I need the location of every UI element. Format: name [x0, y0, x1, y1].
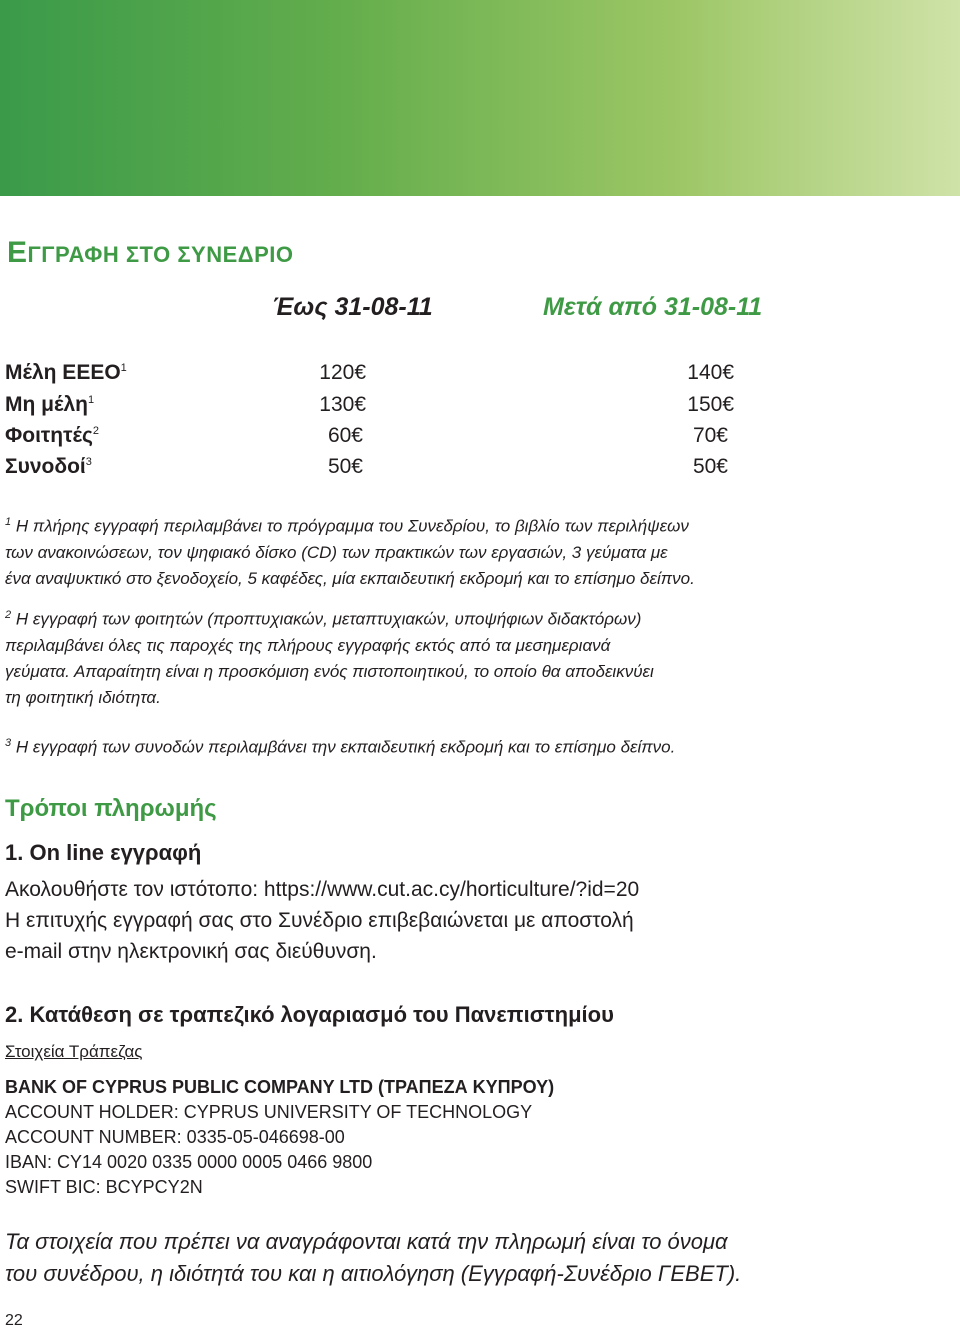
page-title: [7, 236, 293, 270]
title-rest: ΓΓΡΑΦΗ ΣΤΟ ΣΥΝΕΔΡΙΟ: [27, 242, 294, 267]
footnote-2: $^2$ Η εγγραφή των φοιτητών (προπτυχιακών, μεταπτυχιακών, υποψήφιων διδακτόρων) περιλαμβάνει όλες τις παροχές της πλήρους εγγραφής εκτός από τα μεσημεριανά γεύματα. Απαραίτητη είναι η προσκόμιση ενός πιστοποιητικού, το οποίο θα αποδεικνύει τη φοιτητική ιδιότητα.: [5, 609, 654, 707]
fee-label-non-members: Μη μέλη$^1$: [5, 393, 95, 416]
column-header-before: Έως 31-08-11: [272, 293, 433, 321]
footnote-3: $^3$ Η εγγραφή των συνοδών περιλαμβάνει την εκπαιδευτική εκδρομή και το επίσημο δείπνο.: [5, 737, 676, 757]
online-instructions: Ακολουθήστε τον ιστότοπο: https://www.cut.ac.cy/horticulture/?id=20 Η επιτυχής εγγραφή σας στο Συνέδριο επιβεβαιώνεται με αποστολή e-mail στην ηλεκτρονική σας διεύθυνση.: [5, 878, 640, 963]
iban: IBAN: CY14 0020 0335 0000 0005 0466 9800: [5, 1152, 373, 1172]
online-heading: 1. On line εγγραφή: [5, 840, 202, 865]
fee-after-non-members: 150€: [687, 393, 734, 416]
header-banner: [0, 0, 960, 196]
fee-label-members: Μέλη ΕΕΕΟ$^1$: [5, 361, 127, 384]
column-header-after: Μετά από 31-08-11: [543, 293, 763, 321]
title-initial: Ε: [7, 236, 28, 269]
bank-details: [5, 1075, 554, 1200]
fee-before-members: 120€: [319, 361, 366, 384]
account-holder: ACCOUNT HOLDER: CYPRUS UNIVERSITY OF TECHNOLOGY: [5, 1102, 533, 1122]
account-number: ACCOUNT NUMBER: 0335-05-046698-00: [5, 1127, 345, 1147]
payment-heading: Τρόποι πληρωμής: [5, 795, 217, 822]
closing-note: Τα στοιχεία που πρέπει να αναγράφονται κατά την πληρωμή είναι το όνομα του συνέδρου, η ιδιότητά του και η αιτιολόγηση (Εγγραφή-Συνέδριο ΓΕΒΕΤ).: [5, 1229, 742, 1286]
fee-before-companions: 50€: [327, 455, 363, 478]
bank-details-link[interactable]: Στοιχεία Τράπεζας: [5, 1042, 143, 1061]
page-number: 22: [5, 1312, 23, 1329]
footnote-1: $^1$ Η πλήρης εγγραφή περιλαμβάνει το πρόγραμμα του Συνεδρίου, το βιβλίο των περιλήψεων των ανακοινώσεων, τον ψηφιακό δίσκο (CD) των πρακτικών των εργασιών, 3 γεύματα με ένα αναψυκτικό στο ξενοδοχείο, 5 καφέδες, μία εκπαιδευτική εκδρομή και το επίσημο δείπνο.: [5, 516, 695, 588]
fee-before-non-members: 130€: [319, 393, 366, 416]
fee-after-members: 140€: [687, 361, 734, 384]
fee-before-students: 60€: [327, 424, 363, 447]
fee-after-companions: 50€: [692, 455, 728, 478]
fee-label-companions: Συνοδοί$^3$: [5, 455, 92, 478]
bank-name: BANK OF CYPRUS PUBLIC COMPANY LTD (ΤΡΑΠΕΖΑ ΚΥΠΡΟΥ): [5, 1077, 555, 1097]
fee-label-students: Φοιτητές$^2$: [5, 424, 99, 447]
fee-after-students: 70€: [692, 424, 728, 447]
swift-bic: SWIFT BIC: BCYPCY2N: [5, 1177, 203, 1197]
bank-heading: 2. Κατάθεση σε τραπεζικό λογαριασμό του Πανεπιστημίου: [5, 1002, 614, 1027]
